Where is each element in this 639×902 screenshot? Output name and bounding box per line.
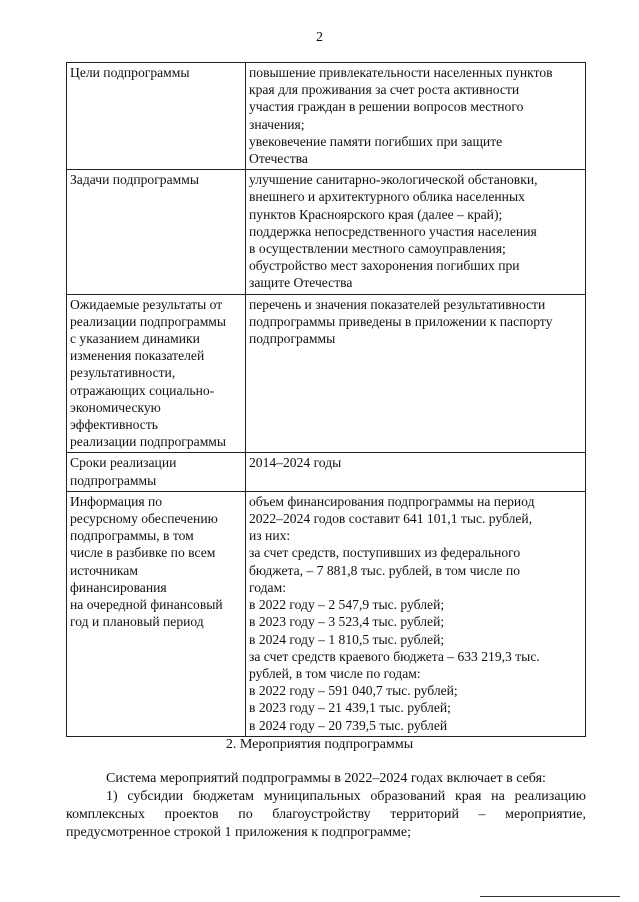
row-label-line: Информация по (70, 493, 163, 509)
section-title: 2. Мероприятия подпрограммы (225, 737, 414, 752)
row-value-line: за счет средств, поступивших из федерального (249, 545, 521, 561)
row-value-cell (246, 491, 586, 736)
row-label-line: ресурсному обеспечению (70, 511, 218, 527)
row-value-line: 2014–2024 годы (249, 455, 342, 471)
row-value-line: в 2023 году – 3 523,4 тыс. рублей; (249, 614, 445, 630)
row-value-line: увековечение памяти погибших при защите (249, 133, 503, 149)
row-label-line: Задачи подпрограммы (70, 172, 199, 188)
row-value-line: годам: (249, 579, 286, 595)
row-label-line: финансирования (70, 579, 167, 595)
row-label-line: источникам (70, 562, 138, 578)
row-label-line: на очередной финансовый (70, 597, 223, 613)
row-value-line: значения; (249, 116, 305, 132)
row-label-cell (67, 170, 246, 294)
row-label-line: реализации подпрограммы (70, 313, 227, 329)
row-label-line: результативности, (70, 365, 176, 381)
paragraph-item-1: 1) субсидии бюджетам муниципальных образований края на реализацию комплексных проектов по благоустройству территорий – мероприятие, предусмотренное строкой 1 приложения к подпрограмме; (66, 789, 586, 840)
row-value-line: пунктов Красноярского края (далее – край); (249, 206, 503, 222)
row-value-cell (246, 294, 586, 453)
row-value-line: подпрограммы приведены в приложении к паспорту (249, 313, 553, 329)
row-value-line: повышение привлекательности населенных пунктов (249, 65, 553, 80)
row-label-cell (67, 453, 246, 491)
row-label-line: с указанием динамики (70, 331, 200, 347)
row-value-line: поддержка непосредственного участия населения (249, 223, 537, 239)
row-value-line: Отечества (249, 151, 308, 167)
table-row (67, 491, 586, 736)
row-value-line: в осуществлении местного самоуправления; (249, 241, 506, 257)
row-value-line: бюджета, – 7 881,8 тыс. рублей, в том числе по (249, 562, 521, 578)
row-label-cell (67, 294, 246, 453)
row-value-line: в 2023 году – 21 439,1 тыс. рублей; (249, 700, 451, 716)
row-label-line: изменения показателей (70, 348, 205, 364)
row-value-line: из них: (249, 528, 291, 544)
row-label-line: год и плановый период (70, 614, 204, 630)
row-value-line: внешнего и архитектурного облика населенных (249, 189, 525, 205)
row-label-line: подпрограммы (70, 472, 157, 488)
row-label-cell (67, 491, 246, 736)
row-value-line: рублей, в том числе по годам: (249, 665, 421, 681)
table-row (67, 170, 586, 294)
row-label-line: числе в разбивке по всем (70, 545, 216, 561)
table-row (67, 63, 586, 170)
row-value-line: участия граждан в решении вопросов местного (249, 99, 524, 115)
row-label-cell (67, 63, 246, 170)
row-value-line: улучшение санитарно-экологической обстановки, (249, 172, 538, 188)
table-row (67, 453, 586, 491)
paragraph-intro: Система мероприятий подпрограммы в 2022–2024 годах включает в себя: (106, 771, 546, 786)
row-value-line: в 2024 году – 20 739,5 тыс. рублей (249, 717, 448, 733)
row-value-cell (246, 453, 586, 491)
subprogram-passport-table (66, 62, 586, 737)
row-value-line: за счет средств краевого бюджета – 633 219,3 тыс. (249, 648, 540, 664)
row-label-line: отражающих социально- (70, 382, 215, 398)
row-label-line: эффективность (70, 417, 158, 433)
row-label-line: экономическую (70, 399, 161, 415)
row-value-line: обустройство мест захоронения погибших при (249, 258, 520, 274)
row-value-line: края для проживания за счет роста активности (249, 82, 520, 98)
table-row (67, 294, 586, 453)
page-number: 2 (316, 30, 323, 45)
row-value-line: перечень и значения показателей результативности (249, 296, 546, 312)
row-value-line: в 2022 году – 2 547,9 тыс. рублей; (249, 597, 445, 613)
row-value-cell (246, 63, 586, 170)
row-label-line: Ожидаемые результаты от (70, 296, 223, 312)
row-label-line: реализации подпрограммы (70, 434, 227, 450)
row-label-line: Цели подпрограммы (70, 65, 190, 80)
footer-rule (480, 896, 620, 897)
row-value-line: 2022–2024 годов составит 641 101,1 тыс. рублей, (249, 511, 533, 527)
row-value-cell (246, 170, 586, 294)
row-value-line: в 2022 году – 591 040,7 тыс. рублей; (249, 683, 458, 699)
row-value-line: защите Отечества (249, 275, 353, 291)
row-value-line: объем финансирования подпрограммы на период (249, 493, 535, 509)
row-label-line: подпрограммы, в том (70, 528, 194, 544)
row-label-line: Сроки реализации (70, 455, 177, 471)
row-value-line: в 2024 году – 1 810,5 тыс. рублей; (249, 631, 445, 647)
row-value-line: подпрограммы (249, 331, 336, 347)
